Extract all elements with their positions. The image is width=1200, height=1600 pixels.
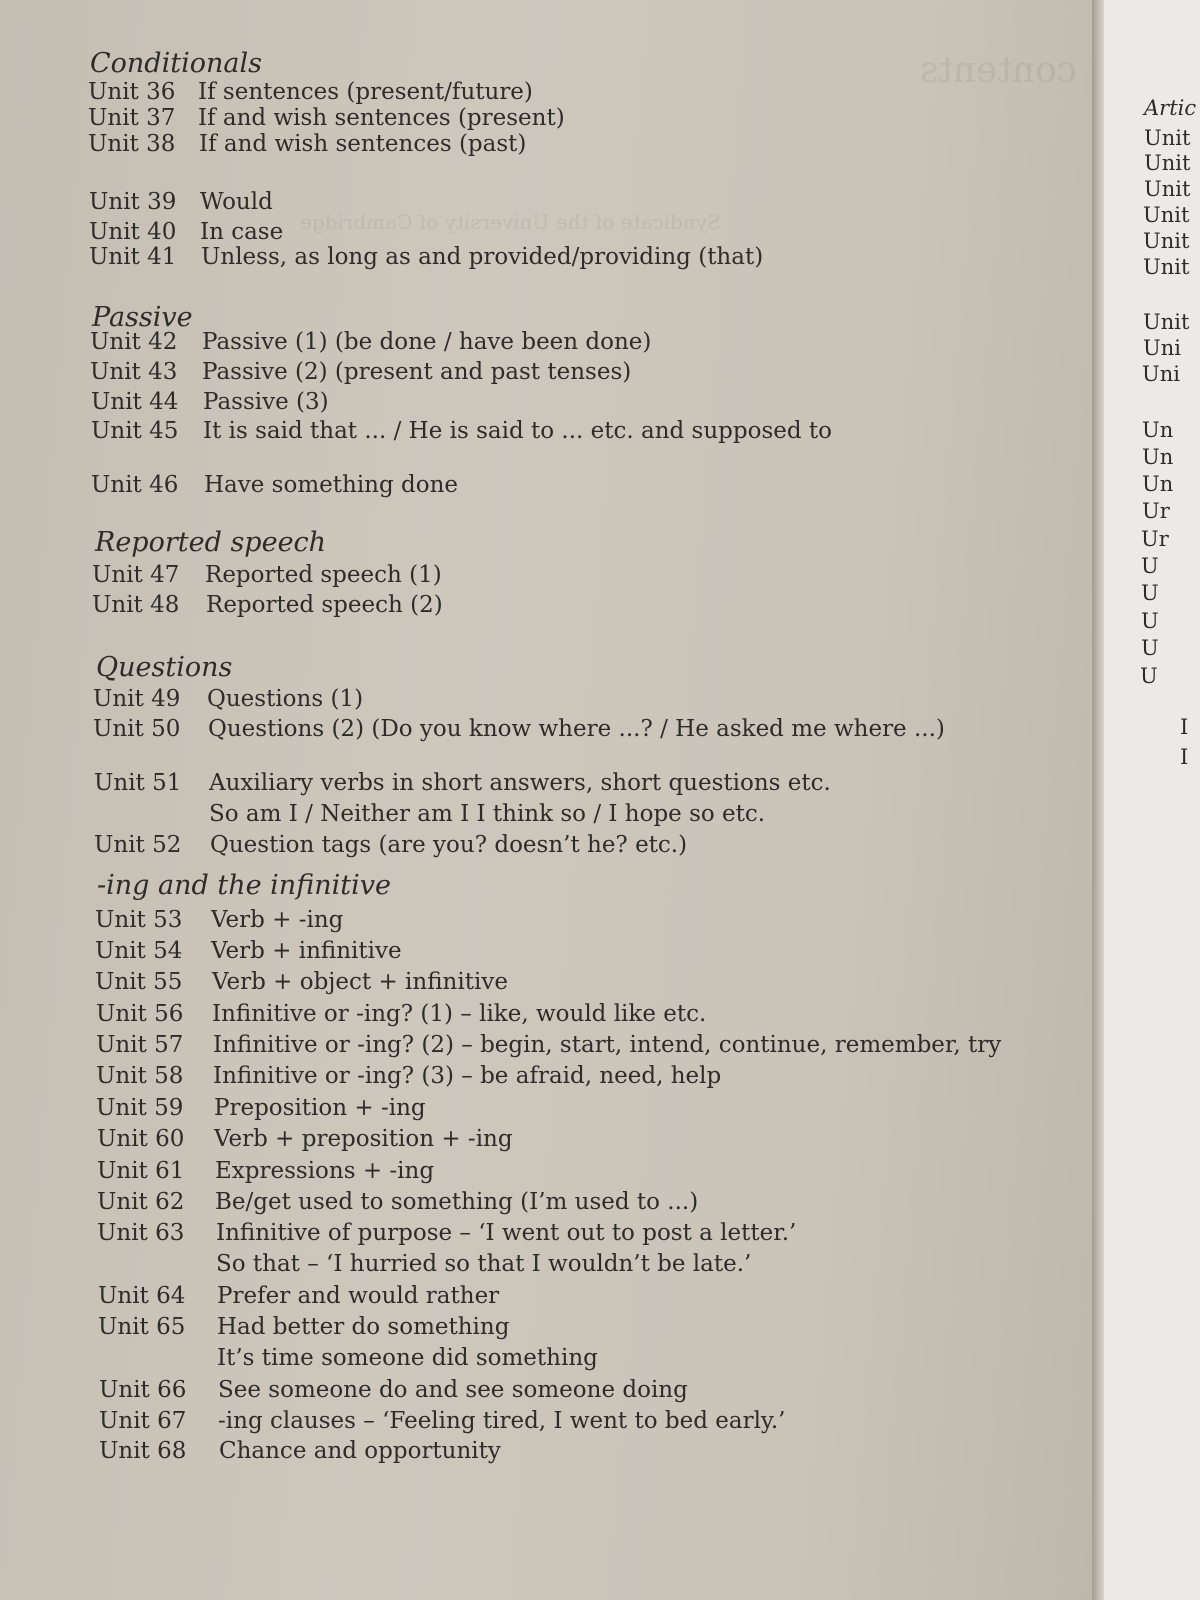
- unit-number: Unit 36: [88, 79, 176, 105]
- unit-topic: Auxiliary verbs in short answers, short questions etc.: [209, 770, 831, 796]
- unit-number: Unit 53: [95, 907, 183, 933]
- unit-topic: Verb + preposition + -ing: [214, 1126, 513, 1152]
- unit-number: Unit 67: [99, 1408, 187, 1434]
- right-page-unit: Un: [1142, 472, 1174, 496]
- unit-topic: Questions (1): [207, 686, 364, 712]
- unit-topic: If and wish sentences (past): [199, 131, 527, 157]
- bleed-through-watermark: contents: [920, 50, 1077, 91]
- unit-number: Unit 52: [94, 832, 182, 858]
- right-page-unit: U: [1141, 636, 1159, 660]
- right-page-unit: Uni: [1142, 362, 1180, 386]
- bleed-through-text: Syndicate of the University of Cambridge: [300, 210, 721, 234]
- right-page-unit: Unit: [1143, 229, 1190, 253]
- right-page-unit: Un: [1142, 445, 1174, 469]
- unit-topic: If and wish sentences (present): [198, 105, 565, 131]
- unit-number: Unit 39: [89, 189, 177, 215]
- unit-topic: Reported speech (2): [206, 592, 443, 618]
- unit-topic: Reported speech (1): [205, 562, 442, 588]
- unit-topic: Infinitive or -ing? (1) – like, would like etc.: [212, 1001, 707, 1027]
- unit-number: Unit 41: [89, 244, 177, 270]
- unit-number: Unit 49: [93, 686, 181, 712]
- unit-number: Unit 51: [94, 770, 182, 796]
- unit-number: Unit 55: [95, 969, 183, 995]
- unit-topic: It’s time someone did something: [217, 1345, 598, 1371]
- right-page-unit: Ur: [1142, 499, 1170, 523]
- unit-number: Unit 65: [98, 1314, 186, 1340]
- unit-topic: Verb + object + infinitive: [212, 969, 508, 995]
- unit-number: Unit 60: [97, 1126, 185, 1152]
- section-title: Conditionals: [90, 48, 262, 79]
- unit-topic: Preposition + -ing: [214, 1095, 426, 1121]
- unit-topic: So that – ‘I hurried so that I wouldn’t be late.’: [216, 1251, 752, 1277]
- right-page-unit: Unit: [1143, 310, 1190, 334]
- right-page-unit: Unit: [1144, 151, 1191, 175]
- unit-number: Unit 68: [99, 1438, 187, 1464]
- unit-topic: Unless, as long as and provided/providing (that): [201, 244, 764, 270]
- unit-number: Unit 64: [98, 1283, 186, 1309]
- unit-topic: Be/get used to something (I’m used to ...): [215, 1189, 699, 1215]
- right-page-mark: I: [1180, 745, 1189, 769]
- unit-number: Unit 43: [90, 359, 178, 385]
- unit-topic: Questions (2) (Do you know where ...? / He asked me where ...): [208, 716, 945, 742]
- unit-topic: It is said that ... / He is said to ... etc. and supposed to: [203, 418, 833, 444]
- unit-topic: Expressions + -ing: [215, 1158, 435, 1184]
- unit-topic: Passive (1) (be done / have been done): [202, 329, 652, 355]
- unit-number: Unit 47: [92, 562, 180, 588]
- unit-topic: Have something done: [204, 472, 459, 498]
- unit-number: Unit 50: [93, 716, 181, 742]
- unit-number: Unit 38: [88, 131, 176, 157]
- unit-number: Unit 66: [99, 1377, 187, 1403]
- unit-number: Unit 40: [89, 219, 177, 245]
- right-page-mark: I: [1180, 715, 1189, 739]
- unit-topic: Verb + infinitive: [211, 938, 402, 964]
- right-page-unit: Unit: [1143, 255, 1190, 279]
- unit-topic: Passive (3): [203, 389, 329, 415]
- right-page-unit: Ur: [1141, 527, 1169, 551]
- unit-number: Unit 42: [90, 329, 178, 355]
- unit-number: Unit 54: [95, 938, 183, 964]
- unit-topic: So am I / Neither am I I think so / I hope so etc.: [209, 801, 766, 827]
- unit-number: Unit 61: [97, 1158, 185, 1184]
- right-page-unit: Un: [1142, 418, 1174, 442]
- right-page-unit: Unit: [1143, 203, 1190, 227]
- unit-topic: If sentences (present/future): [198, 79, 533, 105]
- unit-topic: Passive (2) (present and past tenses): [202, 359, 632, 385]
- unit-topic: -ing clauses – ‘Feeling tired, I went to bed early.’: [218, 1408, 786, 1434]
- right-page-unit: U: [1141, 581, 1159, 605]
- right-page-unit: Unit: [1144, 177, 1191, 201]
- right-page-section-title: Artic: [1144, 96, 1197, 120]
- unit-topic: Verb + -ing: [211, 907, 344, 933]
- unit-topic: Had better do something: [217, 1314, 510, 1340]
- right-page-unit: Unit: [1144, 126, 1191, 150]
- unit-topic: Infinitive of purpose – ‘I went out to post a letter.’: [216, 1220, 797, 1246]
- unit-number: Unit 59: [96, 1095, 184, 1121]
- unit-topic: Question tags (are you? doesn’t he? etc.): [210, 832, 688, 858]
- unit-number: Unit 45: [91, 418, 179, 444]
- unit-number: Unit 57: [96, 1032, 184, 1058]
- right-page-unit: U: [1140, 664, 1158, 688]
- unit-number: Unit 63: [97, 1220, 185, 1246]
- unit-topic: Would: [200, 189, 273, 215]
- section-title: Passive: [92, 302, 193, 333]
- unit-number: Unit 58: [96, 1063, 184, 1089]
- right-page-unit: Uni: [1143, 336, 1181, 360]
- unit-topic: Prefer and would rather: [217, 1283, 500, 1309]
- unit-number: Unit 62: [97, 1189, 185, 1215]
- unit-number: Unit 37: [88, 105, 176, 131]
- unit-number: Unit 44: [91, 389, 179, 415]
- unit-topic: Chance and opportunity: [219, 1438, 501, 1464]
- unit-topic: See someone do and see someone doing: [218, 1377, 688, 1403]
- section-title: Questions: [96, 652, 233, 683]
- unit-number: Unit 48: [92, 592, 180, 618]
- right-page-unit: U: [1141, 554, 1159, 578]
- unit-topic: In case: [200, 219, 284, 245]
- unit-topic: Infinitive or -ing? (2) – begin, start, intend, continue, remember, try: [213, 1032, 1002, 1058]
- section-title: -ing and the infinitive: [97, 870, 391, 901]
- section-title: Reported speech: [95, 527, 327, 558]
- unit-topic: Infinitive or -ing? (3) – be afraid, need, help: [213, 1063, 722, 1089]
- unit-number: Unit 56: [96, 1001, 184, 1027]
- unit-number: Unit 46: [91, 472, 179, 498]
- right-page-unit: U: [1141, 609, 1159, 633]
